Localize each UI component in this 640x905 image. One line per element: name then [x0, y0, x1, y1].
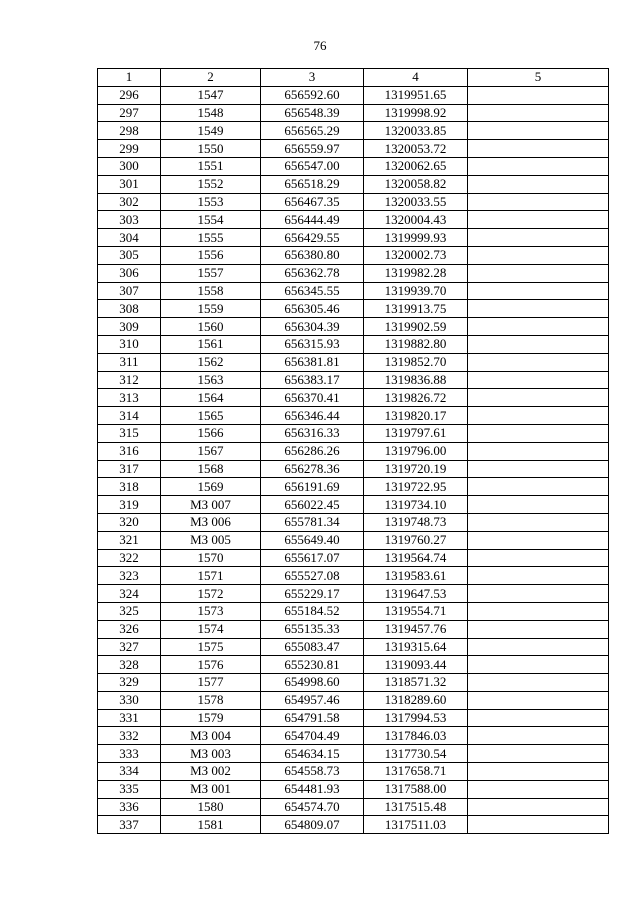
note-cell — [468, 229, 609, 247]
table-row — [98, 442, 609, 460]
x-coordinate-cell: 655527.08 — [261, 567, 364, 585]
row-number-cell: 300 — [98, 157, 161, 175]
point-id-cell: МЗ 007 — [161, 496, 261, 514]
y-coordinate-cell: 1317515.48 — [364, 798, 468, 816]
x-coordinate-cell: 654558.73 — [261, 763, 364, 781]
point-id-cell: МЗ 006 — [161, 513, 261, 531]
y-coordinate-cell: 1317511.03 — [364, 816, 468, 834]
header-col-1: 1 — [98, 69, 161, 87]
row-number-cell: 328 — [98, 656, 161, 674]
table-row — [98, 709, 609, 727]
row-number-cell: 324 — [98, 585, 161, 603]
row-number-cell: 296 — [98, 86, 161, 104]
note-cell — [468, 745, 609, 763]
y-coordinate-cell: 1319315.64 — [364, 638, 468, 656]
table-row — [98, 86, 609, 104]
note-cell — [468, 709, 609, 727]
point-id-cell: МЗ 002 — [161, 763, 261, 781]
note-cell — [468, 531, 609, 549]
x-coordinate-cell: 656559.97 — [261, 140, 364, 158]
table-row — [98, 798, 609, 816]
row-number-cell: 323 — [98, 567, 161, 585]
row-number-cell: 313 — [98, 389, 161, 407]
table-row — [98, 460, 609, 478]
note-cell — [468, 86, 609, 104]
y-coordinate-cell: 1317588.00 — [364, 780, 468, 798]
y-coordinate-cell: 1317846.03 — [364, 727, 468, 745]
note-cell — [468, 638, 609, 656]
y-coordinate-cell: 1317658.71 — [364, 763, 468, 781]
point-id-cell: 1557 — [161, 264, 261, 282]
x-coordinate-cell: 654634.15 — [261, 745, 364, 763]
y-coordinate-cell: 1319554.71 — [364, 602, 468, 620]
x-coordinate-cell: 655649.40 — [261, 531, 364, 549]
row-number-cell: 312 — [98, 371, 161, 389]
y-coordinate-cell: 1319998.92 — [364, 104, 468, 122]
note-cell — [468, 798, 609, 816]
note-cell — [468, 549, 609, 567]
point-id-cell: 1561 — [161, 335, 261, 353]
point-id-cell: 1556 — [161, 246, 261, 264]
row-number-cell: 316 — [98, 442, 161, 460]
x-coordinate-cell: 656518.29 — [261, 175, 364, 193]
x-coordinate-cell: 654809.07 — [261, 816, 364, 834]
note-cell — [468, 780, 609, 798]
table-row — [98, 371, 609, 389]
y-coordinate-cell: 1318571.32 — [364, 674, 468, 692]
table-row — [98, 175, 609, 193]
x-coordinate-cell: 656467.35 — [261, 193, 364, 211]
table-row — [98, 318, 609, 336]
table-body — [98, 86, 609, 833]
table-row — [98, 513, 609, 531]
table-row — [98, 602, 609, 620]
point-id-cell: 1566 — [161, 424, 261, 442]
row-number-cell: 310 — [98, 335, 161, 353]
point-id-cell: 1570 — [161, 549, 261, 567]
row-number-cell: 303 — [98, 211, 161, 229]
table-row — [98, 549, 609, 567]
point-id-cell: 1559 — [161, 300, 261, 318]
x-coordinate-cell: 655229.17 — [261, 585, 364, 603]
x-coordinate-cell: 656547.00 — [261, 157, 364, 175]
row-number-cell: 304 — [98, 229, 161, 247]
note-cell — [468, 157, 609, 175]
row-number-cell: 309 — [98, 318, 161, 336]
table-row — [98, 763, 609, 781]
y-coordinate-cell: 1319564.74 — [364, 549, 468, 567]
x-coordinate-cell: 656380.80 — [261, 246, 364, 264]
table-row — [98, 300, 609, 318]
row-number-cell: 301 — [98, 175, 161, 193]
header-col-2: 2 — [161, 69, 261, 87]
note-cell — [468, 318, 609, 336]
row-number-cell: 299 — [98, 140, 161, 158]
row-number-cell: 314 — [98, 407, 161, 425]
point-id-cell: 1554 — [161, 211, 261, 229]
table-row — [98, 282, 609, 300]
row-number-cell: 311 — [98, 353, 161, 371]
x-coordinate-cell: 656346.44 — [261, 407, 364, 425]
point-id-cell: 1560 — [161, 318, 261, 336]
table-row — [98, 674, 609, 692]
x-coordinate-cell: 656548.39 — [261, 104, 364, 122]
x-coordinate-cell: 656191.69 — [261, 478, 364, 496]
y-coordinate-cell: 1319760.27 — [364, 531, 468, 549]
point-id-cell: 1562 — [161, 353, 261, 371]
x-coordinate-cell: 656370.41 — [261, 389, 364, 407]
point-id-cell: 1572 — [161, 585, 261, 603]
header-col-3: 3 — [261, 69, 364, 87]
table-row — [98, 353, 609, 371]
y-coordinate-cell: 1319748.73 — [364, 513, 468, 531]
note-cell — [468, 193, 609, 211]
table-row — [98, 140, 609, 158]
point-id-cell: 1547 — [161, 86, 261, 104]
y-coordinate-cell: 1319999.93 — [364, 229, 468, 247]
table-header — [98, 69, 609, 87]
point-id-cell: 1574 — [161, 620, 261, 638]
point-id-cell: 1577 — [161, 674, 261, 692]
table-row — [98, 816, 609, 834]
y-coordinate-cell: 1319982.28 — [364, 264, 468, 282]
point-id-cell: 1576 — [161, 656, 261, 674]
row-number-cell: 326 — [98, 620, 161, 638]
note-cell — [468, 620, 609, 638]
header-row — [98, 69, 609, 87]
x-coordinate-cell: 656383.17 — [261, 371, 364, 389]
note-cell — [468, 656, 609, 674]
point-id-cell: 1581 — [161, 816, 261, 834]
y-coordinate-cell: 1319457.76 — [364, 620, 468, 638]
x-coordinate-cell: 654957.46 — [261, 691, 364, 709]
table-row — [98, 246, 609, 264]
y-coordinate-cell: 1317730.54 — [364, 745, 468, 763]
table-row — [98, 104, 609, 122]
point-id-cell: 1568 — [161, 460, 261, 478]
table-row — [98, 496, 609, 514]
row-number-cell: 332 — [98, 727, 161, 745]
y-coordinate-cell: 1319913.75 — [364, 300, 468, 318]
note-cell — [468, 300, 609, 318]
note-cell — [468, 175, 609, 193]
row-number-cell: 329 — [98, 674, 161, 692]
row-number-cell: 305 — [98, 246, 161, 264]
x-coordinate-cell: 656345.55 — [261, 282, 364, 300]
table-row — [98, 780, 609, 798]
note-cell — [468, 371, 609, 389]
row-number-cell: 325 — [98, 602, 161, 620]
point-id-cell: 1548 — [161, 104, 261, 122]
point-id-cell: 1552 — [161, 175, 261, 193]
table-row — [98, 264, 609, 282]
row-number-cell: 302 — [98, 193, 161, 211]
table-row — [98, 424, 609, 442]
point-id-cell: 1551 — [161, 157, 261, 175]
row-number-cell: 327 — [98, 638, 161, 656]
table-row — [98, 193, 609, 211]
point-id-cell: 1553 — [161, 193, 261, 211]
table-row — [98, 656, 609, 674]
point-id-cell: МЗ 004 — [161, 727, 261, 745]
table-row — [98, 157, 609, 175]
note-cell — [468, 140, 609, 158]
row-number-cell: 318 — [98, 478, 161, 496]
x-coordinate-cell: 654574.70 — [261, 798, 364, 816]
row-number-cell: 306 — [98, 264, 161, 282]
y-coordinate-cell: 1320062.65 — [364, 157, 468, 175]
note-cell — [468, 763, 609, 781]
x-coordinate-cell: 656305.46 — [261, 300, 364, 318]
note-cell — [468, 602, 609, 620]
note-cell — [468, 567, 609, 585]
point-id-cell: 1549 — [161, 122, 261, 140]
y-coordinate-cell: 1320002.73 — [364, 246, 468, 264]
y-coordinate-cell: 1319734.10 — [364, 496, 468, 514]
y-coordinate-cell: 1318289.60 — [364, 691, 468, 709]
note-cell — [468, 122, 609, 140]
point-id-cell: 1564 — [161, 389, 261, 407]
x-coordinate-cell: 654704.49 — [261, 727, 364, 745]
x-coordinate-cell: 656022.45 — [261, 496, 364, 514]
x-coordinate-cell: 655184.52 — [261, 602, 364, 620]
point-id-cell: 1558 — [161, 282, 261, 300]
row-number-cell: 307 — [98, 282, 161, 300]
note-cell — [468, 513, 609, 531]
coordinates-table — [97, 68, 609, 834]
point-id-cell: 1579 — [161, 709, 261, 727]
x-coordinate-cell: 656316.33 — [261, 424, 364, 442]
x-coordinate-cell: 656362.78 — [261, 264, 364, 282]
header-col-5: 5 — [468, 69, 609, 87]
y-coordinate-cell: 1319882.80 — [364, 335, 468, 353]
note-cell — [468, 816, 609, 834]
x-coordinate-cell: 656286.26 — [261, 442, 364, 460]
table-row — [98, 478, 609, 496]
row-number-cell: 298 — [98, 122, 161, 140]
point-id-cell: 1580 — [161, 798, 261, 816]
y-coordinate-cell: 1320033.55 — [364, 193, 468, 211]
table-row — [98, 638, 609, 656]
row-number-cell: 331 — [98, 709, 161, 727]
x-coordinate-cell: 656444.49 — [261, 211, 364, 229]
y-coordinate-cell: 1319797.61 — [364, 424, 468, 442]
x-coordinate-cell: 654998.60 — [261, 674, 364, 692]
y-coordinate-cell: 1319836.88 — [364, 371, 468, 389]
note-cell — [468, 496, 609, 514]
table-row — [98, 229, 609, 247]
table-row — [98, 745, 609, 763]
note-cell — [468, 335, 609, 353]
x-coordinate-cell: 656592.60 — [261, 86, 364, 104]
table-row — [98, 407, 609, 425]
row-number-cell: 330 — [98, 691, 161, 709]
point-id-cell: 1550 — [161, 140, 261, 158]
table-row — [98, 691, 609, 709]
y-coordinate-cell: 1317994.53 — [364, 709, 468, 727]
x-coordinate-cell: 655617.07 — [261, 549, 364, 567]
row-number-cell: 320 — [98, 513, 161, 531]
x-coordinate-cell: 656304.39 — [261, 318, 364, 336]
x-coordinate-cell: 655781.34 — [261, 513, 364, 531]
x-coordinate-cell: 656565.29 — [261, 122, 364, 140]
header-col-4: 4 — [364, 69, 468, 87]
point-id-cell: 1567 — [161, 442, 261, 460]
note-cell — [468, 104, 609, 122]
x-coordinate-cell: 655135.33 — [261, 620, 364, 638]
note-cell — [468, 727, 609, 745]
point-id-cell: МЗ 005 — [161, 531, 261, 549]
table-row — [98, 585, 609, 603]
row-number-cell: 308 — [98, 300, 161, 318]
point-id-cell: 1578 — [161, 691, 261, 709]
table-row — [98, 727, 609, 745]
row-number-cell: 333 — [98, 745, 161, 763]
table-row — [98, 211, 609, 229]
x-coordinate-cell: 655230.81 — [261, 656, 364, 674]
row-number-cell: 297 — [98, 104, 161, 122]
y-coordinate-cell: 1319939.70 — [364, 282, 468, 300]
y-coordinate-cell: 1319093.44 — [364, 656, 468, 674]
y-coordinate-cell: 1320004.43 — [364, 211, 468, 229]
point-id-cell: МЗ 001 — [161, 780, 261, 798]
note-cell — [468, 407, 609, 425]
y-coordinate-cell: 1320053.72 — [364, 140, 468, 158]
x-coordinate-cell: 654791.58 — [261, 709, 364, 727]
table-row — [98, 122, 609, 140]
note-cell — [468, 353, 609, 371]
note-cell — [468, 424, 609, 442]
x-coordinate-cell: 656381.81 — [261, 353, 364, 371]
point-id-cell: 1565 — [161, 407, 261, 425]
note-cell — [468, 389, 609, 407]
point-id-cell: 1573 — [161, 602, 261, 620]
note-cell — [468, 460, 609, 478]
y-coordinate-cell: 1319647.53 — [364, 585, 468, 603]
point-id-cell: 1575 — [161, 638, 261, 656]
note-cell — [468, 478, 609, 496]
y-coordinate-cell: 1319820.17 — [364, 407, 468, 425]
table-row — [98, 531, 609, 549]
y-coordinate-cell: 1319826.72 — [364, 389, 468, 407]
x-coordinate-cell: 654481.93 — [261, 780, 364, 798]
y-coordinate-cell: 1319583.61 — [364, 567, 468, 585]
y-coordinate-cell: 1319852.70 — [364, 353, 468, 371]
y-coordinate-cell: 1319902.59 — [364, 318, 468, 336]
note-cell — [468, 211, 609, 229]
x-coordinate-cell: 655083.47 — [261, 638, 364, 656]
page-number: 76 — [313, 38, 327, 53]
row-number-cell: 336 — [98, 798, 161, 816]
row-number-cell: 317 — [98, 460, 161, 478]
y-coordinate-cell: 1319951.65 — [364, 86, 468, 104]
point-id-cell: 1569 — [161, 478, 261, 496]
y-coordinate-cell: 1320058.82 — [364, 175, 468, 193]
row-number-cell: 335 — [98, 780, 161, 798]
point-id-cell: 1555 — [161, 229, 261, 247]
point-id-cell: 1563 — [161, 371, 261, 389]
table-row — [98, 389, 609, 407]
x-coordinate-cell: 656278.36 — [261, 460, 364, 478]
y-coordinate-cell: 1319720.19 — [364, 460, 468, 478]
row-number-cell: 321 — [98, 531, 161, 549]
row-number-cell: 322 — [98, 549, 161, 567]
note-cell — [468, 246, 609, 264]
note-cell — [468, 282, 609, 300]
y-coordinate-cell: 1319722.95 — [364, 478, 468, 496]
row-number-cell: 319 — [98, 496, 161, 514]
x-coordinate-cell: 656429.55 — [261, 229, 364, 247]
x-coordinate-cell: 656315.93 — [261, 335, 364, 353]
point-id-cell: МЗ 003 — [161, 745, 261, 763]
y-coordinate-cell: 1320033.85 — [364, 122, 468, 140]
row-number-cell: 337 — [98, 816, 161, 834]
note-cell — [468, 585, 609, 603]
table-row — [98, 567, 609, 585]
table-row — [98, 620, 609, 638]
row-number-cell: 334 — [98, 763, 161, 781]
y-coordinate-cell: 1319796.00 — [364, 442, 468, 460]
table-row — [98, 335, 609, 353]
note-cell — [468, 264, 609, 282]
row-number-cell: 315 — [98, 424, 161, 442]
note-cell — [468, 674, 609, 692]
note-cell — [468, 442, 609, 460]
point-id-cell: 1571 — [161, 567, 261, 585]
note-cell — [468, 691, 609, 709]
